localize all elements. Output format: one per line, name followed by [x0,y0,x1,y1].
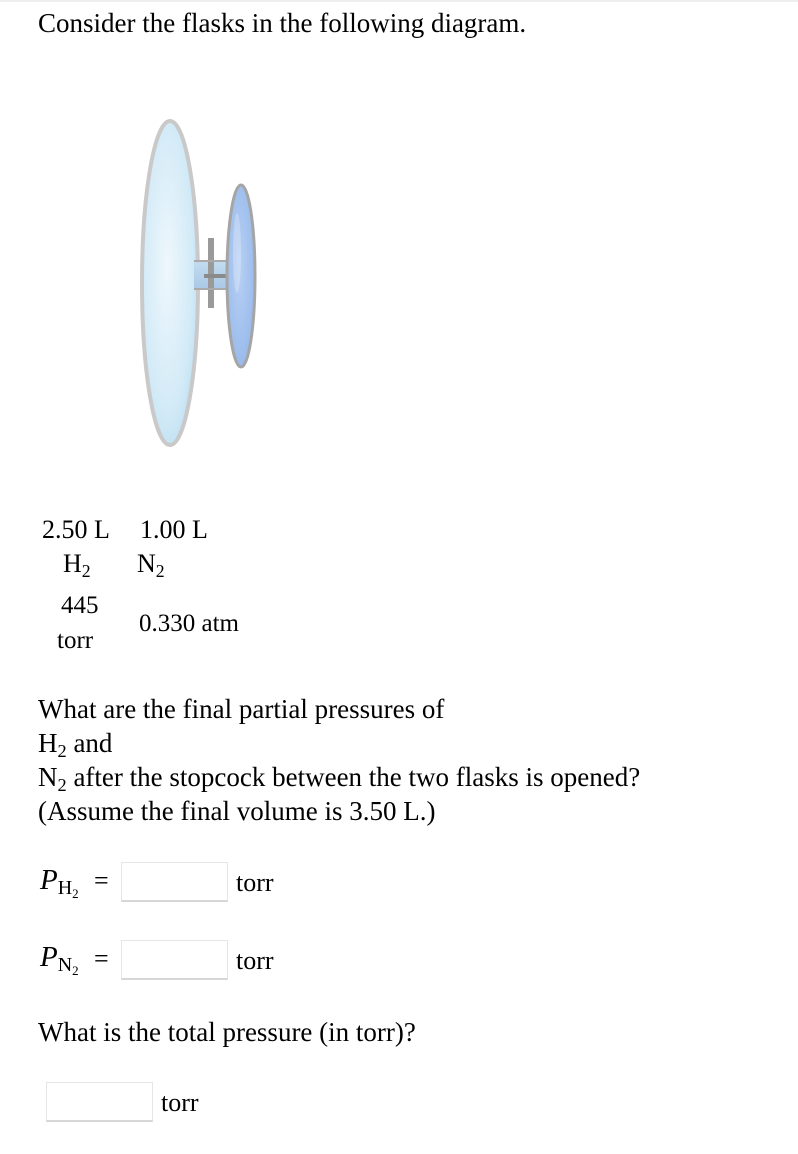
ph2-label: $PH_2$ [40,864,79,901]
intro-text: Consider the flasks in the following diagram. [38,8,527,38]
n2-pressure: 0.330 atm [139,610,239,637]
pn2-unit: torr [236,946,274,975]
total-pressure-input[interactable] [46,1082,153,1122]
total-pressure-unit: torr [161,1088,199,1117]
ph2-unit: torr [236,868,274,897]
h2-label: $H_2$ [63,549,91,581]
pn2-equals: = [94,944,109,973]
flask-diagram-svg [120,118,260,453]
question-text [38,692,778,828]
stopcock-barrel [208,238,214,308]
flask-diagram [120,118,260,458]
question-line-4: (Assume the final volume is 3.50 L.) [38,796,436,826]
n2-label: $N_2$ [137,549,165,581]
n2-flask [227,185,255,367]
h2-pressure-value: 445 [61,592,99,619]
ph2-input[interactable] [121,862,228,902]
question-line-1: What are the final partial pressures of [38,694,445,724]
h2-flask [142,121,198,445]
ph2-equals: = [94,866,109,895]
total-pressure-question: What is the total pressure (in torr)? [38,1017,416,1047]
h2-volume: 2.50 L [42,515,110,544]
n2-volume: 1.00 L [140,515,208,544]
top-divider [0,0,798,2]
pn2-label: $PN_2$ [40,941,79,978]
n2-flask-highlight [233,213,241,293]
question-line-2: $H_2$ and [38,728,113,762]
h2-pressure-unit: torr [57,627,94,654]
pn2-input[interactable] [121,940,228,980]
question-line-3: $N_2$ after the stopcock between the two flasks is opened? [38,762,641,796]
